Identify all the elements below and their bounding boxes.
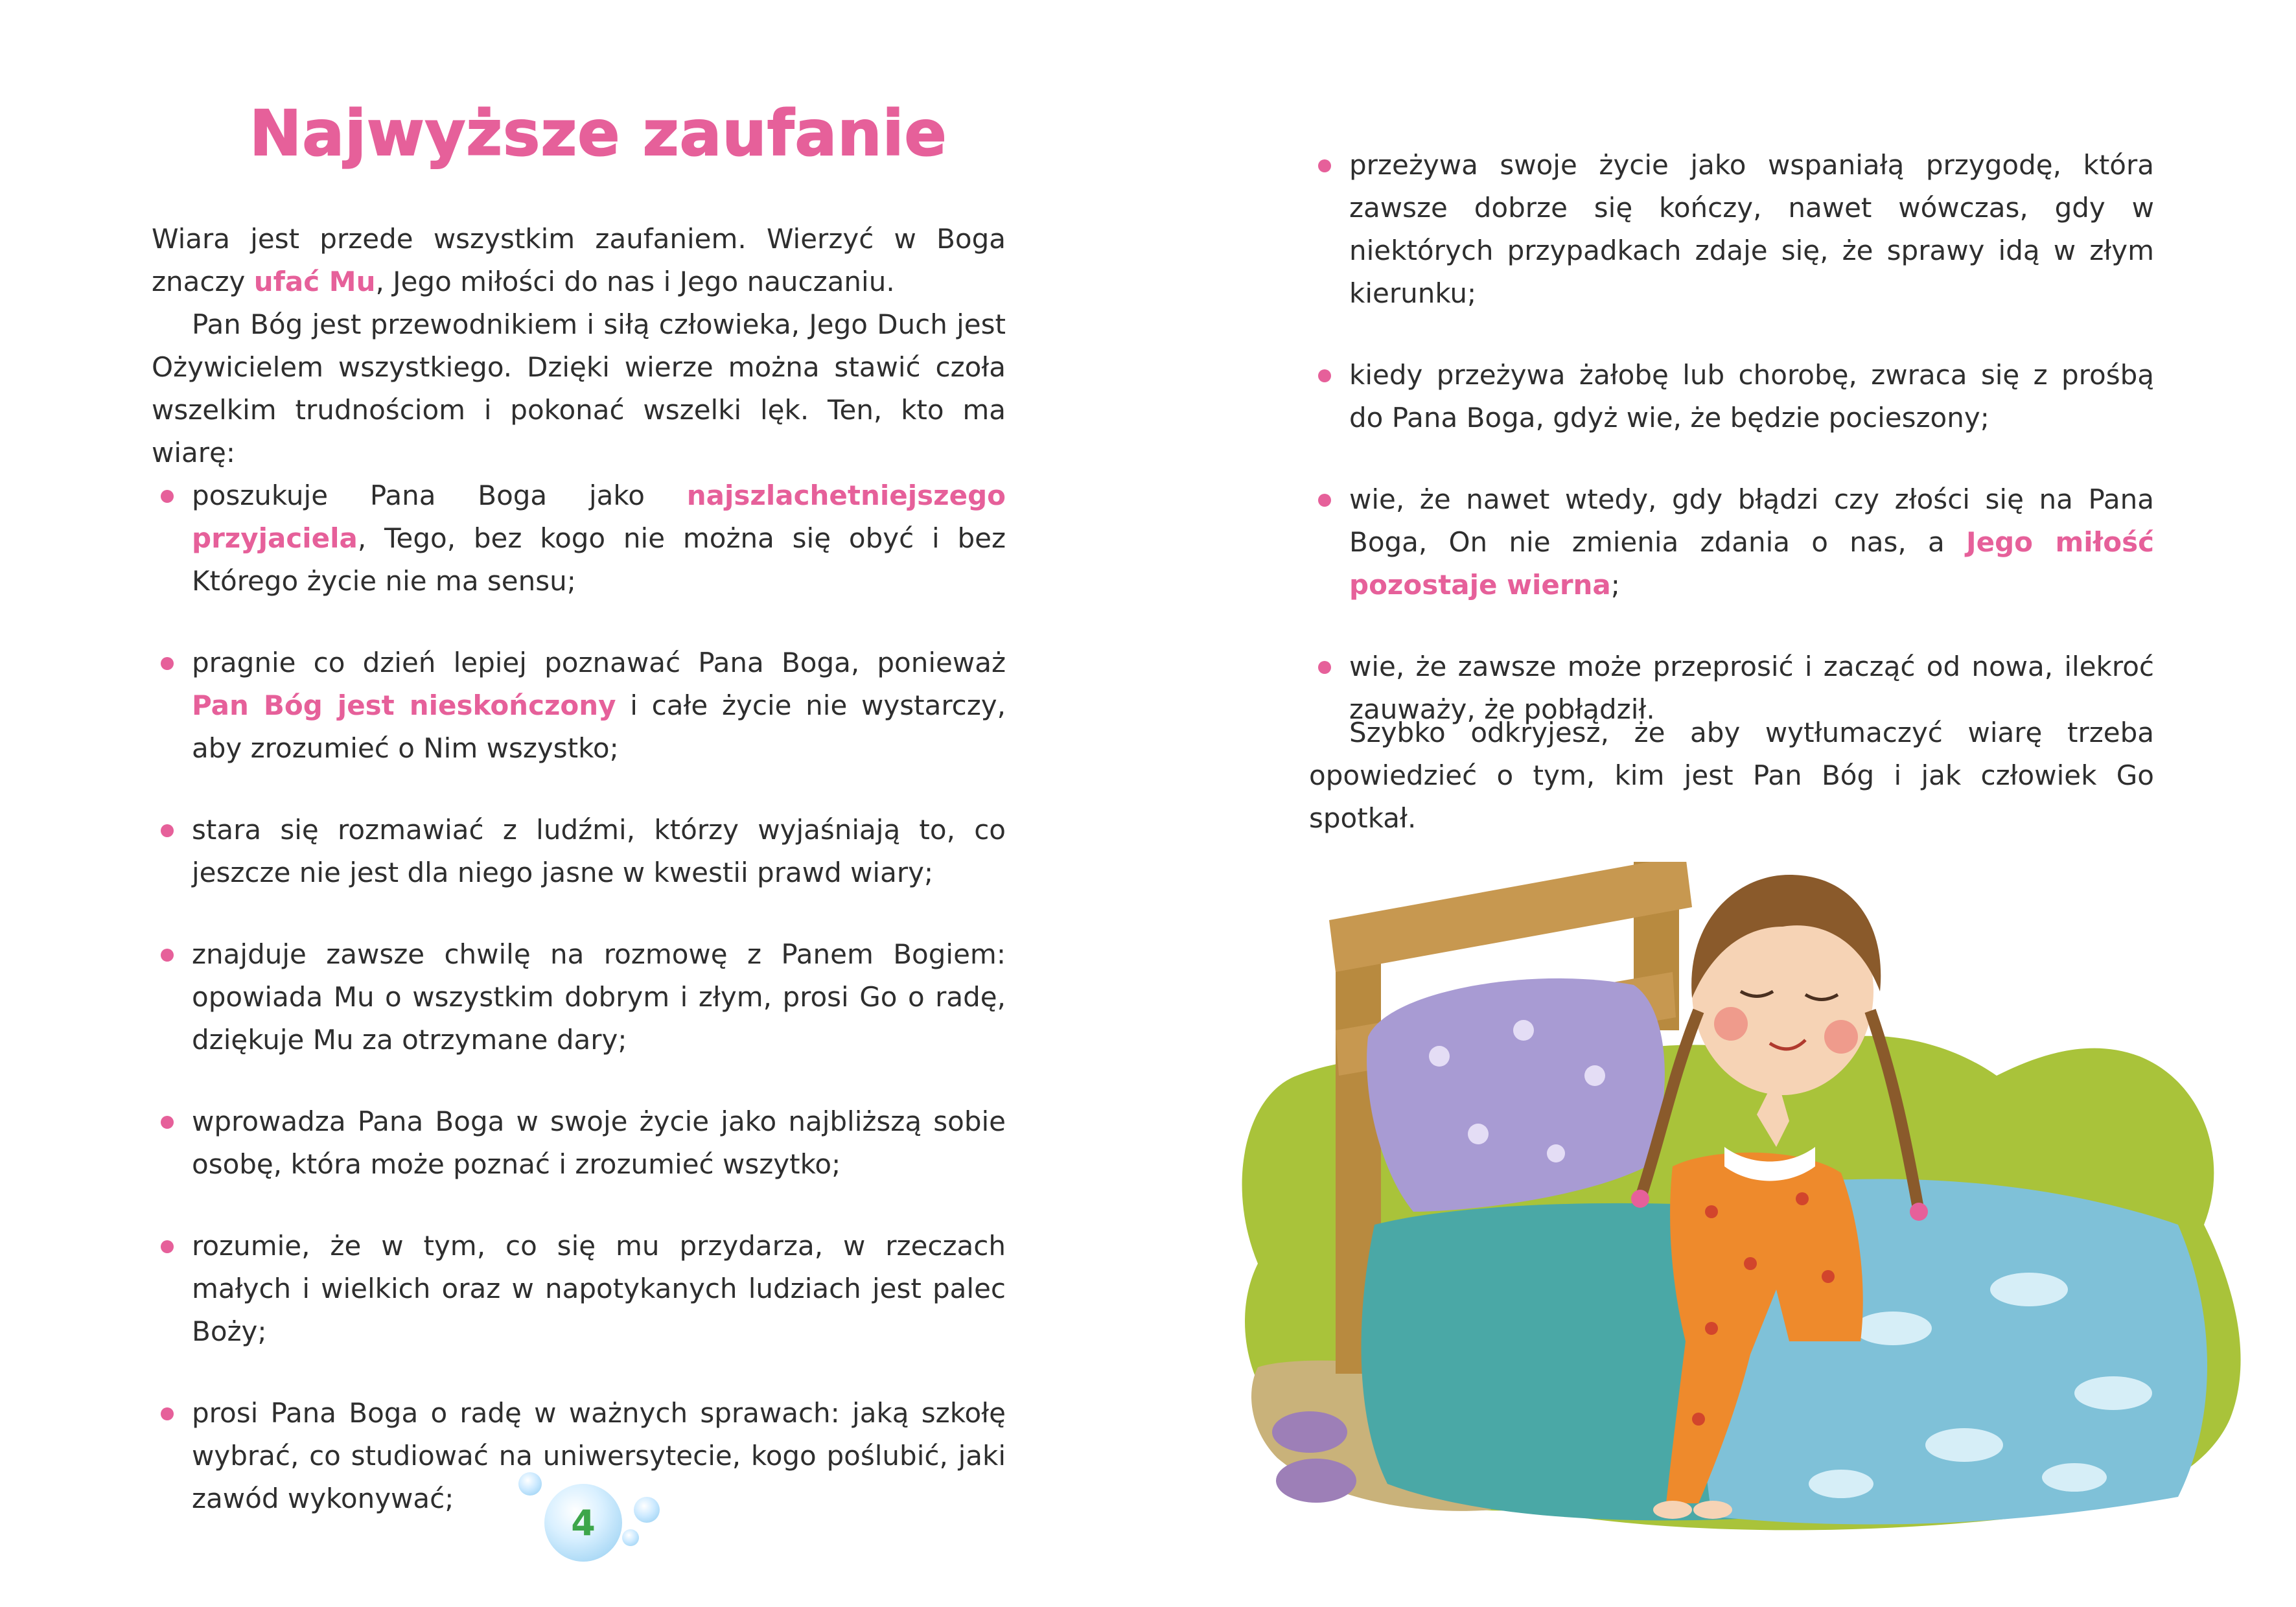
list-item-text: wie, że zawsze może przeprosić i zacząć od nowa, ilekroć zauważy, że pobłądził. — [1349, 651, 2154, 725]
bullet-dot — [1318, 159, 1331, 172]
list-item-text: kiedy przeżywa żałobę lub chorobę, zwraca się z prośbą do Pana Boga, gdyż wie, że będzie pocieszony; — [1349, 359, 2154, 434]
list-item — [1309, 354, 2154, 439]
bullet-dot — [161, 824, 174, 837]
list-item-text: ; — [1610, 569, 1620, 601]
bullet-dot — [1318, 494, 1331, 507]
bullet-dot — [161, 1116, 174, 1129]
list-item — [152, 933, 1006, 1061]
cheek — [1714, 1007, 1748, 1041]
bullet-dot — [161, 490, 174, 503]
page-number-bubble — [544, 1484, 622, 1562]
list-item — [152, 474, 1006, 603]
list-item-text: , Tego, bez kogo nie można się obyć i bez Którego życie nie ma sensu; — [192, 522, 1006, 597]
right-page — [1148, 0, 2296, 1607]
bullet-dot — [161, 1407, 174, 1420]
list-item-text: prosi Pana Boga o radę w ważnych sprawach: jaką szkołę wybrać, co studiować na uniwersytecie, kogo poślubić, jaki zawód wykonywać; — [192, 1397, 1006, 1514]
list-item-text: poszukuje Pana Boga jako — [192, 480, 687, 511]
decor-bubble — [518, 1472, 542, 1496]
highlight-friend: najszlachetniejszego przyjaciela — [192, 480, 1006, 554]
slipper-icon — [1272, 1411, 1347, 1453]
bullet-dot — [161, 657, 174, 670]
list-item-text: znajduje zawsze chwilę na rozmowę z Panem Bogiem: opowiada Mu o wszystkim dobrym i złym, prosi Go o radę, dziękuje Mu za otrzymane dary; — [192, 938, 1006, 1056]
list-item — [152, 809, 1006, 894]
list-item-text: i całe życie nie wystarczy, aby zrozumieć o Nim wszystko; — [192, 689, 1006, 764]
bullet-dot — [161, 949, 174, 962]
list-item-text: przeżywa swoje życie jako wspaniałą przygodę, która zawsze dobrze się kończy, nawet wówczas, gdy w niektórych przypadkach zdaje się, że sprawy idą w złym kierunku; — [1349, 149, 2154, 309]
list-item — [152, 642, 1006, 770]
girl-foot — [1653, 1501, 1692, 1519]
bullet-list-right — [1309, 144, 2154, 731]
cheek — [1824, 1020, 1858, 1054]
bullet-dot — [1318, 369, 1331, 382]
intro-text: Wiara jest przede wszystkim zaufaniem. Wierzyć w Boga znaczy — [152, 223, 1006, 297]
highlight-trust: ufać Mu — [253, 266, 376, 297]
list-item-text: wprowadza Pana Boga w swoje życie jako najbliższą sobie osobę, która może poznać i zrozumieć wszytko; — [192, 1105, 1006, 1180]
list-item-text: pragnie co dzień lepiej poznawać Pana Boga, ponieważ — [192, 647, 1006, 678]
intro-text: , Jego miłości do nas i Jego nauczaniu. — [375, 266, 895, 297]
girl-foot — [1693, 1501, 1732, 1519]
bullet-dot — [1318, 661, 1331, 674]
list-item — [1309, 144, 2154, 315]
page-number: 4 — [571, 1502, 596, 1543]
bullet-dot — [161, 1240, 174, 1253]
intro-paragraph-1 — [152, 218, 1006, 303]
pillow — [1367, 978, 1665, 1212]
list-item-text: stara się rozmawiać z ludźmi, którzy wyjaśniają to, co jeszcze nie jest dla niego jasne w kwestii prawd wiary; — [192, 814, 1006, 888]
closing-paragraph: Szybko odkryjesz, że aby wytłumaczyć wiarę trzeba opowiedzieć o tym, kim jest Pan Bóg i jak człowiek Go spotkał. — [1309, 717, 2154, 834]
page-title: Najwyższe zaufanie — [249, 97, 947, 170]
list-item — [152, 1225, 1006, 1353]
highlight-love: Jego miłość pozostaje wierna — [1349, 526, 2154, 601]
decor-bubble — [622, 1529, 639, 1546]
list-item-text: rozumie, że w tym, co się mu przydarza, w rzeczach małych i wielkich oraz w napotykanych ludziach jest palec Boży; — [192, 1230, 1006, 1347]
decor-bubble — [634, 1497, 660, 1523]
highlight-infinite: Pan Bóg jest nieskończony — [192, 689, 616, 721]
bullet-list-left — [152, 474, 1006, 1520]
list-item — [1309, 478, 2154, 607]
list-item-text: wie, że nawet wtedy, gdy błądzi czy złości się na Pana Boga, On nie zmienia zdania o nas, a — [1349, 483, 2154, 558]
girl-praying-illustration — [1219, 862, 2256, 1542]
slipper-icon — [1276, 1459, 1356, 1503]
intro-paragraph-2: Pan Bóg jest przewodnikiem i siłą człowieka, Jego Duch jest Ożywicielem wszystkiego. Dzięki wierze można stawić czoła wszelkim trudnościom i pokonać wszelki lęk. Ten, kto ma wiarę: — [152, 308, 1006, 468]
list-item — [152, 1100, 1006, 1186]
